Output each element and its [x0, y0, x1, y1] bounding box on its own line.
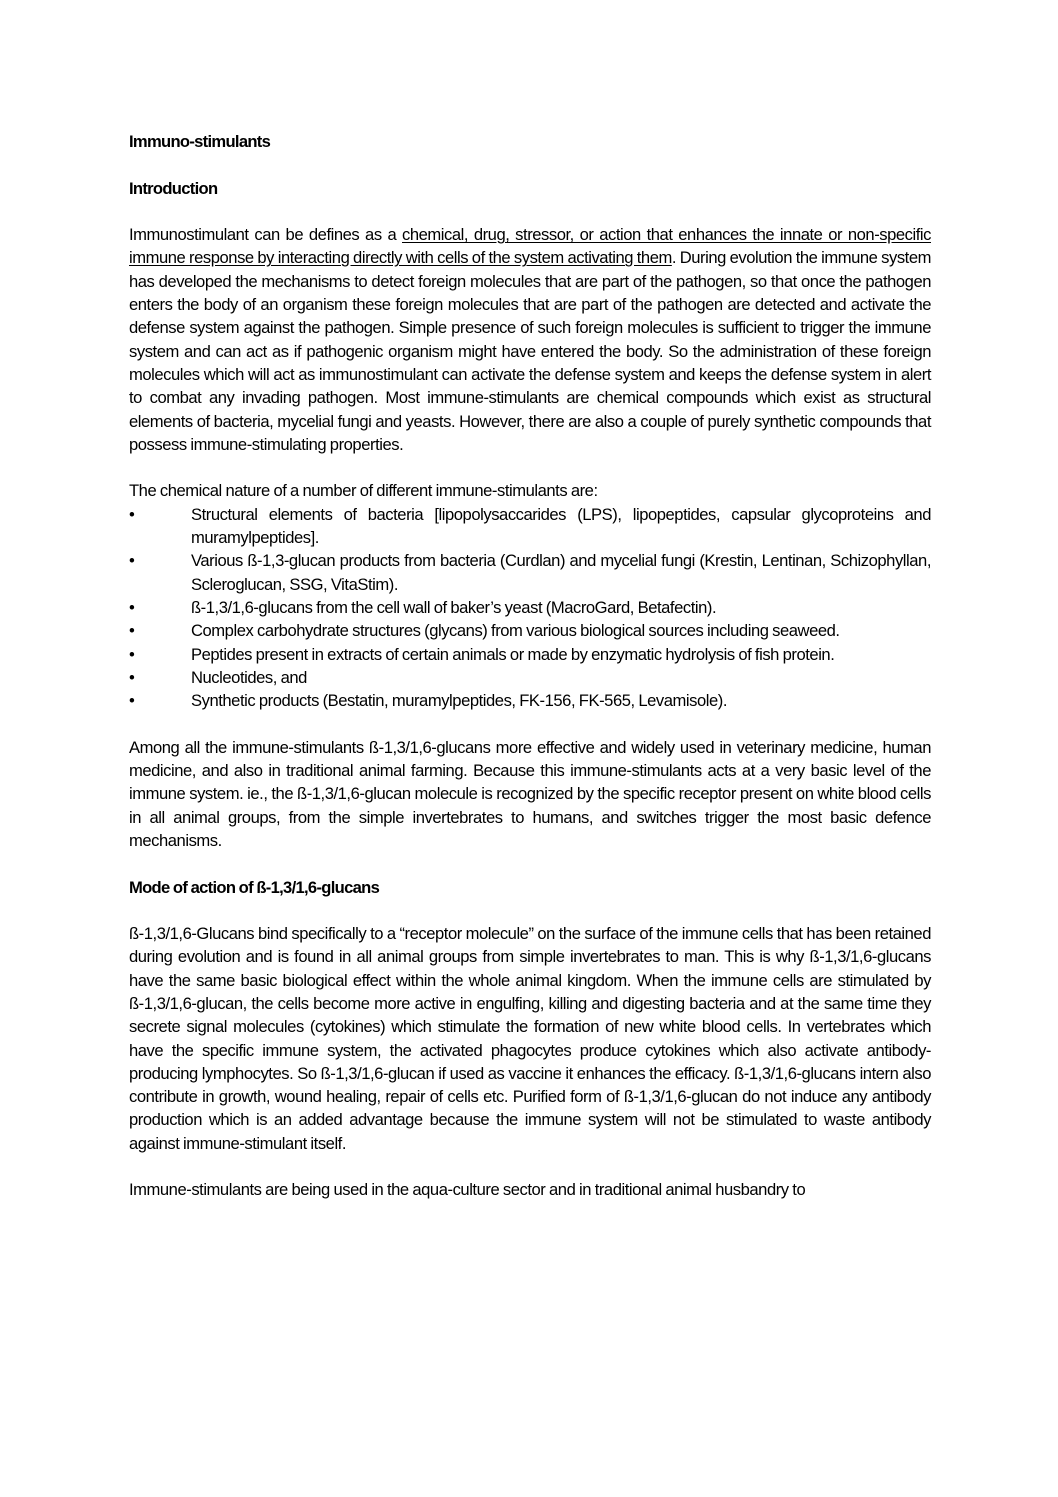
- spacer: [129, 456, 931, 479]
- list-item: [129, 596, 931, 619]
- intro-p1-lead-text: Immunostimulant can be defines as a: [129, 225, 403, 245]
- list-item: [129, 666, 931, 689]
- list-item: [129, 643, 931, 666]
- list-intro-text: The chemical nature of a number of different immune-stimulants are:: [129, 481, 598, 501]
- list-item-text: ß-1,3/1,6-glucans from the cell wall of baker’s yeast (MacroGard, Betafectin).: [191, 597, 717, 617]
- document-body: [129, 130, 931, 1202]
- list-item: [129, 689, 931, 712]
- list-item: [129, 549, 931, 596]
- mode-paragraph-1: ß-1,3/1,6-Glucans bind specifically to a “receptor molecule” on the surface of the immune cells that has been retained during evolution and is found in all animal groups from simple invertebrates to man. This is why ß-1,3/1,6-glucans have the same basic biological effect within the whole animal kingdom. When the immune cells are stimulated by ß-1,3/1,6-glucan, the cells become more active in engulfing, killing and digesting bacteria and at the same time they secrete signal molecules (cytokines) which stimulate the formation of new white blood cells. In vertebrates which have the specific immune system, the activated phagocytes produce cytokines which also activate antibody-producing lymphocytes. So ß-1,3/1,6-glucan if used as vaccine it enhances the efficacy. ß-1,3/1,6-glucans intern also contribute in growth, wound healing, repair of cells etc. Purified form of ß-1,3/1,6-glucan do not induce any antibody production which is an added advantage because the immune system will not be stimulated to waste antibody against immune-stimulant itself.: [129, 924, 931, 1153]
- list-item-text: Structural elements of bacteria [lipopolysaccarides (LPS), lipopeptides, capsular glycoproteins and muramylpeptides].: [191, 504, 931, 548]
- intro-paragraph-1: [129, 223, 931, 456]
- list-item-text: Complex carbohydrate structures (glycans) from various biological sources including seaweed.: [191, 621, 840, 641]
- bullet-icon: •: [129, 621, 135, 641]
- bullet-icon: •: [129, 691, 135, 711]
- spacer: [129, 153, 931, 176]
- list-item-text: Peptides present in extracts of certain animals or made by enzymatic hydrolysis of fish protein.: [191, 644, 835, 664]
- intro-paragraph-2: Among all the immune-stimulants ß-1,3/1,6-glucans more effective and widely used in veterinary medicine, human medicine, and also in traditional animal farming. Because this immune-stimulants acts at a very basic level of the immune system. ie., the ß-1,3/1,6-glucan molecule is recognized by the specific receptor present on white blood cells in all animal groups, from the simple invertebrates to humans, and switches trigger the most basic defence mechanisms.: [129, 737, 931, 850]
- list-item: [129, 503, 931, 550]
- bullet-icon: •: [129, 667, 135, 687]
- list-item: [129, 619, 931, 642]
- bullet-icon: •: [129, 551, 135, 571]
- spacer: [129, 899, 931, 922]
- mode-paragraph-2: Immune-stimulants are being used in the aqua-culture sector and in traditional animal husbandry to: [129, 1180, 806, 1200]
- definition-underlined-text: chemical, drug, stressor, or action that enhances the innate or non-specific immune response by interacting directly with cells of the system activating them: [129, 225, 931, 268]
- bullet-icon: •: [129, 644, 135, 664]
- list-item-text: Various ß-1,3-glucan products from bacteria (Curdlan) and mycelial fungi (Krestin, Lentinan, Schizophyllan, Scleroglucan, SSG, VitaStim).: [191, 551, 931, 594]
- spacer: [129, 712, 931, 735]
- spacer: [129, 852, 931, 875]
- intro-p1-body-text: . During evolution the immune system has developed the mechanisms to detect foreign molecules that are part of the pathogen, so that once the pathogen enters the body of an organism these foreign molecules that are part of the pathogen are detected and activate the defense system against the pathogen. Simple presence of such foreign molecules is sufficient to trigger the immune system and can act as if pathogenic organism might have entered the body. So the administration of these foreign molecules which will act as immunostimulant can activate the defense system and keeps the defense system in alert to combat any invading pathogen. Most immune-stimulants are chemical compounds which exist as structural elements of bacteria, mycelial fungi and yeasts. However, there are also a couple of purely synthetic compounds that possess immune-stimulating properties.: [129, 248, 931, 454]
- section-heading-introduction: Introduction: [129, 178, 218, 198]
- spacer: [129, 200, 931, 223]
- spacer: [129, 1155, 931, 1178]
- immune-stimulants-list: [129, 503, 931, 713]
- bullet-icon: •: [129, 504, 135, 524]
- section-heading-mode-of-action: Mode of action of ß-1,3/1,6-glucans: [129, 877, 380, 897]
- list-item-text: Synthetic products (Bestatin, muramylpeptides, FK-156, FK-565, Levamisole).: [191, 691, 727, 711]
- list-item-text: Nucleotides, and: [191, 667, 307, 687]
- bullet-icon: •: [129, 597, 135, 617]
- document-title: Immuno-stimulants: [129, 132, 271, 151]
